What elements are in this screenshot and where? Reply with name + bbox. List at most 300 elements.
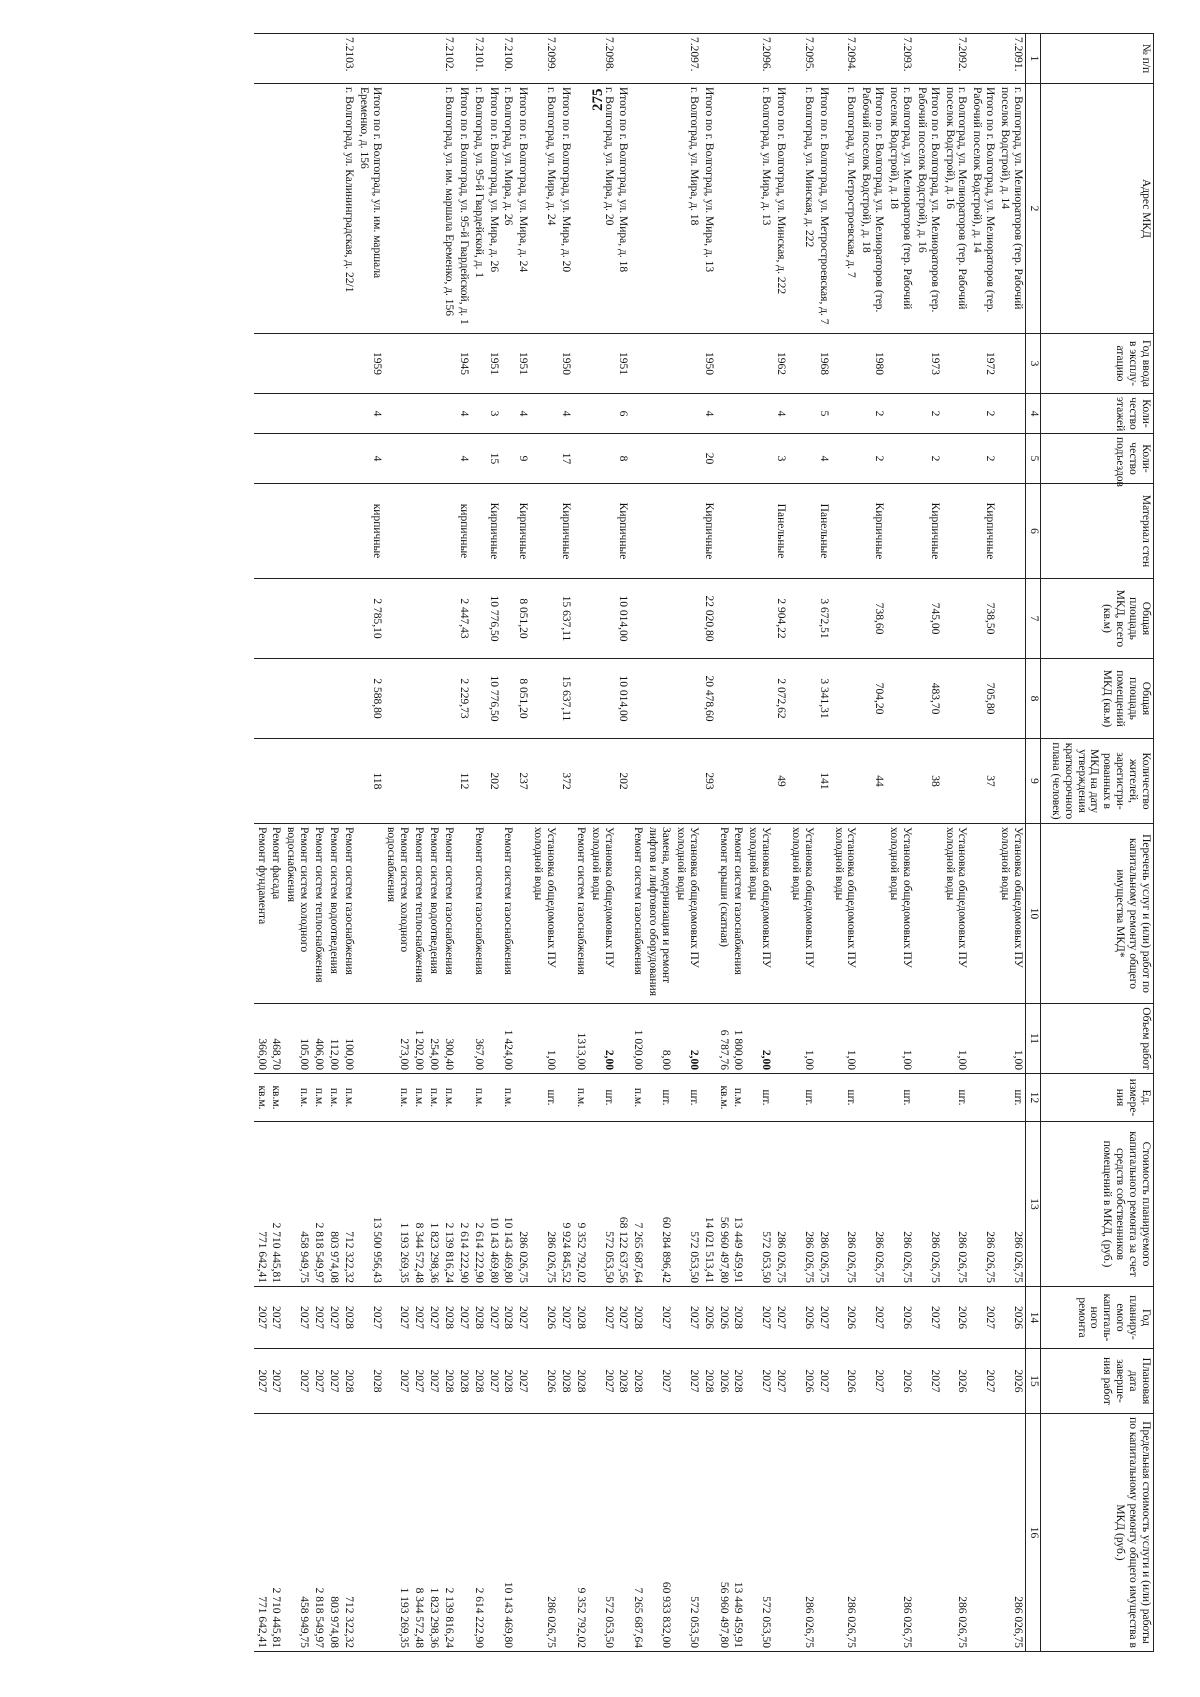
table-cell: 2027 — [411, 1287, 426, 1349]
table-cell: г. Волгоград, ул. Мира, д. 24 — [530, 84, 558, 334]
table-cell: 2028 — [441, 1349, 456, 1414]
table-cell: 1,00 — [942, 1004, 970, 1074]
table-cell: 2 818 549,97 — [311, 1122, 326, 1287]
table-cell: 2028 — [731, 1349, 746, 1414]
column-header: № п/п — [1041, 34, 1154, 84]
table-cell — [673, 434, 701, 484]
column-number: 4 — [1026, 394, 1041, 434]
table-row — [970, 34, 998, 1652]
table-cell: г. Волгоград, ул. Метростроевская, д. 7 — [831, 84, 859, 334]
table-cell: 7.2093. — [886, 34, 914, 84]
table-row — [731, 34, 746, 1652]
table-cell — [269, 484, 284, 579]
table-cell: 2027 — [456, 1287, 471, 1349]
table-cell: 2027 — [326, 1349, 341, 1414]
table-cell — [456, 1074, 471, 1122]
table-cell: 4 — [773, 394, 788, 434]
table-cell: 367,00 — [471, 1004, 486, 1074]
table-cell: 572 053,50 — [673, 1414, 701, 1652]
table-cell: 2027 — [914, 1349, 942, 1414]
table-cell: Итого по г. Волгоград, ул. Мира, д. 20 — [558, 84, 573, 334]
table-cell: 2027 — [914, 1287, 942, 1349]
table-cell: Кирпичные — [859, 484, 887, 579]
table-cell: 2026 — [997, 1287, 1025, 1349]
table-cell — [558, 1414, 573, 1652]
table-cell: 9 924 845,52 — [558, 1122, 573, 1287]
table-cell — [573, 34, 588, 84]
table-cell — [631, 484, 646, 579]
table-cell — [716, 434, 731, 484]
table-cell: 2027 — [411, 1349, 426, 1414]
table-cell: 2026 — [831, 1287, 859, 1349]
table-row — [886, 34, 914, 1652]
table-cell: 2027 — [673, 1287, 701, 1349]
table-cell: 7.2100. — [501, 34, 516, 84]
table-cell: 1973 — [914, 334, 942, 394]
table-cell: 7 265 687,64 — [631, 1122, 646, 1287]
table-cell: 2028 — [501, 1349, 516, 1414]
table-cell: 572 053,50 — [746, 1414, 774, 1652]
table-cell: 4 — [456, 394, 471, 434]
column-number-row — [1026, 34, 1041, 1652]
table-cell: 2 588,80 — [356, 659, 384, 739]
table-cell — [716, 484, 731, 579]
table-cell — [471, 434, 486, 484]
column-header: Коли-чество подъездов — [1041, 434, 1154, 484]
table-cell: 2028 — [573, 1349, 588, 1414]
table-cell: 8 051,20 — [516, 579, 531, 659]
table-cell: 60 933 832,00 — [645, 1414, 673, 1652]
table-cell: 10 776,50 — [486, 579, 501, 659]
table-cell — [269, 579, 284, 659]
table-cell: Установка общедомовых ПУ холодной воды — [942, 824, 970, 1004]
table-cell — [773, 34, 788, 84]
table-cell — [441, 579, 456, 659]
table-cell: 286 026,75 — [516, 1122, 531, 1287]
table-cell: 286 026,75 — [788, 1414, 816, 1652]
table-cell: 2027 — [773, 1287, 788, 1349]
table-cell: г. Волгоград, ул. Мелиораторов (тер. Рабочий поселок Водстрой), д. 14 — [997, 84, 1025, 334]
table-cell: п.м. — [384, 1074, 412, 1122]
table-cell — [356, 1414, 384, 1652]
table-cell — [284, 34, 312, 84]
table-cell: 237 — [516, 739, 531, 824]
table-cell: 3 — [773, 434, 788, 484]
table-cell — [716, 659, 731, 739]
table-cell: 2028 — [501, 1287, 516, 1349]
table-cell — [269, 659, 284, 739]
table-cell: 15 637,11 — [558, 579, 573, 659]
table-cell: 2028 — [731, 1287, 746, 1349]
table-cell: 4 — [356, 394, 384, 434]
table-cell — [788, 394, 816, 434]
table-cell: 1945 — [456, 334, 471, 394]
table-cell — [284, 579, 312, 659]
table-cell — [384, 739, 412, 824]
table-row — [701, 34, 716, 1652]
table-cell: Ремонт крыши (скатная) — [716, 824, 731, 1004]
table-cell: шт. — [588, 1074, 616, 1122]
table-cell: Ремонт систем газоснабжения — [471, 824, 486, 1004]
table-cell — [645, 484, 673, 579]
table-cell — [284, 394, 312, 434]
table-cell: 37 — [970, 739, 998, 824]
table-cell — [471, 334, 486, 394]
table-cell — [914, 824, 942, 1004]
table-cell — [816, 34, 831, 84]
table-cell: Установка общедомовых ПУ холодной воды — [673, 824, 701, 1004]
table-cell: 2027 — [645, 1287, 673, 1349]
table-cell: 7.2097. — [673, 34, 701, 84]
table-cell — [284, 84, 312, 334]
column-number: 11 — [1026, 1004, 1041, 1074]
table-cell — [914, 1074, 942, 1122]
table-cell — [558, 34, 573, 84]
table-cell — [716, 579, 731, 659]
table-cell — [284, 484, 312, 579]
table-cell — [970, 34, 998, 84]
table-cell — [558, 1074, 573, 1122]
column-header: Предельная стоимость услуги и (или) работы по капитальному ремонту общего имущества в МКД (руб.) — [1041, 1414, 1154, 1652]
table-cell — [631, 434, 646, 484]
table-row — [356, 34, 384, 1652]
table-cell: шт. — [886, 1074, 914, 1122]
table-cell: шт. — [831, 1074, 859, 1122]
table-cell — [269, 394, 284, 434]
table-cell — [645, 334, 673, 394]
table-cell — [501, 659, 516, 739]
table-cell — [616, 1004, 631, 1074]
table-cell — [269, 84, 284, 334]
table-cell: 2027 — [645, 1349, 673, 1414]
column-header: Материал стен — [1041, 484, 1154, 579]
table-cell — [673, 394, 701, 434]
table-cell: 2026 — [997, 1349, 1025, 1414]
table-cell — [588, 579, 616, 659]
table-cell: 1 020,00 — [631, 1004, 646, 1074]
table-cell: 15 637,11 — [558, 659, 573, 739]
table-cell: 112,00 — [326, 1004, 341, 1074]
table-cell: 738,60 — [859, 579, 887, 659]
table-cell: 14 021 513,41 — [701, 1122, 716, 1287]
table-cell: 3 672,51 — [816, 579, 831, 659]
table-cell — [486, 824, 501, 1004]
table-cell — [573, 484, 588, 579]
table-cell — [997, 394, 1025, 434]
table-cell: г. Волгоград, ул. Мира, д. 18 — [673, 84, 701, 334]
table-cell — [914, 34, 942, 84]
table-cell — [426, 659, 441, 739]
table-cell — [831, 394, 859, 434]
table-cell — [997, 659, 1025, 739]
column-header: Ед. измере-ния — [1041, 1074, 1154, 1122]
table-cell: 9 352 792,02 — [573, 1414, 588, 1652]
table-cell — [341, 334, 356, 394]
table-cell: п.м. — [573, 1074, 588, 1122]
table-cell: 2027 — [516, 1349, 531, 1414]
table-cell: 572 053,50 — [588, 1122, 616, 1287]
table-cell — [942, 334, 970, 394]
table-cell — [645, 659, 673, 739]
table-cell: Кирпичные — [558, 484, 573, 579]
table-cell — [311, 484, 326, 579]
table-cell — [673, 659, 701, 739]
column-header: Стоимость планируемого капитального ремонта за счет средств собственников помещений в МКД, (руб.) — [1041, 1122, 1154, 1287]
table-row — [616, 34, 631, 1652]
table-row — [254, 34, 269, 1652]
table-cell: 1 823 298,36 — [426, 1414, 441, 1652]
table-row — [859, 34, 887, 1652]
column-number: 13 — [1026, 1122, 1041, 1287]
table-cell — [516, 34, 531, 84]
table-cell — [631, 34, 646, 84]
table-cell: 286 026,75 — [886, 1414, 914, 1652]
table-cell — [588, 484, 616, 579]
table-cell — [997, 484, 1025, 579]
table-cell: кв.м. — [254, 1074, 269, 1122]
table-cell — [616, 34, 631, 84]
table-cell: 2026 — [716, 1287, 731, 1349]
table-cell — [573, 659, 588, 739]
table-cell — [997, 334, 1025, 394]
table-cell — [716, 84, 731, 334]
table-cell: Ремонт систем холодного водоснабжения — [384, 824, 412, 1004]
table-cell: 4 — [816, 434, 831, 484]
table-cell — [426, 34, 441, 84]
table-cell — [886, 334, 914, 394]
table-row — [311, 34, 326, 1652]
table-cell — [356, 824, 384, 1004]
table-cell: 2028 — [441, 1287, 456, 1349]
table-cell: 202 — [616, 739, 631, 824]
table-cell — [254, 84, 269, 334]
table-cell: 6 — [616, 394, 631, 434]
column-header: Плановая дата заверше-ния работ — [1041, 1349, 1154, 1414]
table-cell — [311, 394, 326, 434]
table-cell — [716, 739, 731, 824]
table-cell: 286 026,75 — [816, 1122, 831, 1287]
table-cell: 8 051,20 — [516, 659, 531, 739]
table-cell — [441, 334, 456, 394]
table-cell — [530, 434, 558, 484]
table-cell — [516, 1004, 531, 1074]
table-cell: Ремонт систем газоснабжения — [631, 824, 646, 1004]
column-header: Общая площадь помещений МКД (кв.м) — [1041, 659, 1154, 739]
table-cell: 6 787,76 — [716, 1004, 731, 1074]
table-cell: Панельные — [773, 484, 788, 579]
table-cell — [997, 434, 1025, 484]
table-cell: г. Волгоград, ул. Минская, д. 222 — [788, 84, 816, 334]
table-cell: кирпичные — [456, 484, 471, 579]
table-cell — [411, 659, 426, 739]
table-cell — [788, 484, 816, 579]
table-cell: 44 — [859, 739, 887, 824]
table-cell — [997, 579, 1025, 659]
column-header: Количество жителей, зарегистри-рованных в МКД на дату утверждения краткосрочного плана (человек) — [1041, 739, 1154, 824]
table-cell: 1 424,00 — [501, 1004, 516, 1074]
table-cell: 7.2099. — [530, 34, 558, 84]
table-cell — [645, 434, 673, 484]
table-cell: 10 776,50 — [486, 659, 501, 739]
table-cell — [441, 434, 456, 484]
table-cell — [269, 434, 284, 484]
table-cell — [284, 434, 312, 484]
table-cell — [731, 394, 746, 434]
table-cell — [859, 824, 887, 1004]
table-cell: 2027 — [588, 1349, 616, 1414]
table-cell: Ремонт систем газоснабжения — [441, 824, 456, 1004]
table-cell — [501, 334, 516, 394]
table-cell — [411, 579, 426, 659]
table-cell — [616, 824, 631, 1004]
table-cell: 286 026,75 — [530, 1122, 558, 1287]
table-cell: п.м. — [284, 1074, 312, 1122]
table-cell — [645, 739, 673, 824]
table-row — [501, 34, 516, 1652]
table-cell: 2027 — [254, 1287, 269, 1349]
table-cell: 2028 — [356, 1349, 384, 1414]
table-cell — [645, 34, 673, 84]
table-cell — [886, 659, 914, 739]
table-cell — [645, 394, 673, 434]
table-cell — [746, 659, 774, 739]
table-cell: шт. — [673, 1074, 701, 1122]
table-row — [645, 34, 673, 1652]
table-cell: 60 284 896,42 — [645, 1122, 673, 1287]
table-cell: 705,80 — [970, 659, 998, 739]
table-cell — [886, 434, 914, 484]
table-cell: 10 143 469,80 — [501, 1414, 516, 1652]
table-cell — [471, 739, 486, 824]
table-cell: Итого по г. Волгоград, ул. Минская, д. 222 — [773, 84, 788, 334]
table-cell: Кирпичные — [914, 484, 942, 579]
table-cell — [831, 579, 859, 659]
table-cell: 49 — [773, 739, 788, 824]
table-cell — [942, 579, 970, 659]
table-cell: 286 026,75 — [997, 1414, 1025, 1652]
table-cell: г. Волгоград, ул. Мира, д. 26 — [501, 84, 516, 334]
table-cell: 483,70 — [914, 659, 942, 739]
table-cell: Установка общедомовых ПУ холодной воды — [530, 824, 558, 1004]
table-cell — [831, 739, 859, 824]
table-cell: 286 026,75 — [859, 1122, 887, 1287]
table-cell — [284, 334, 312, 394]
table-cell: 13 449 459,91 — [731, 1414, 746, 1652]
table-cell: 2 614 222,90 — [456, 1122, 471, 1287]
table-cell — [558, 1004, 573, 1074]
table-cell: шт. — [645, 1074, 673, 1122]
table-cell: шт. — [788, 1074, 816, 1122]
table-cell: 2028 — [558, 1349, 573, 1414]
table-body — [254, 34, 1026, 1652]
table-cell: 286 026,75 — [942, 1414, 970, 1652]
table-cell — [411, 84, 426, 334]
table-cell: 9 — [516, 434, 531, 484]
table-cell — [384, 394, 412, 434]
table-cell — [254, 739, 269, 824]
table-cell: г. Волгоград, ул. Мелиораторов (тер. Рабочий поселок Водстрой), д. 18 — [886, 84, 914, 334]
table-cell — [530, 334, 558, 394]
table-cell: 105,00 — [284, 1004, 312, 1074]
table-cell: Установка общедомовых ПУ холодной воды — [831, 824, 859, 1004]
table-cell: 68 122 637,56 — [616, 1122, 631, 1287]
table-cell: 286 026,75 — [831, 1414, 859, 1652]
table-cell — [701, 34, 716, 84]
table-cell — [673, 484, 701, 579]
table-cell — [731, 34, 746, 84]
column-header: Год ввода в эксплу-атацию — [1041, 334, 1154, 394]
table-cell — [284, 739, 312, 824]
table-cell: п.м. — [311, 1074, 326, 1122]
table-cell: п.м. — [326, 1074, 341, 1122]
table-cell: 1980 — [859, 334, 887, 394]
table-cell: 2028 — [341, 1287, 356, 1349]
table-cell — [501, 394, 516, 434]
table-cell — [426, 434, 441, 484]
table-cell: 372 — [558, 739, 573, 824]
table-cell: п.м. — [731, 1074, 746, 1122]
table-cell — [731, 334, 746, 394]
table-cell: 2026 — [886, 1349, 914, 1414]
table-cell — [731, 659, 746, 739]
table-cell: 10 143 469,80 — [486, 1122, 501, 1287]
table-cell — [501, 579, 516, 659]
table-cell — [426, 394, 441, 434]
table-cell: 286 026,75 — [886, 1122, 914, 1287]
table-cell: Кирпичные — [486, 484, 501, 579]
table-cell: 1 823 298,36 — [426, 1122, 441, 1287]
table-cell: Ремонт фундамента — [254, 824, 269, 1004]
table-cell — [788, 434, 816, 484]
table-cell — [411, 484, 426, 579]
table-cell: г. Волгоград, ул. им. маршала Еременко, д. 156 — [441, 84, 456, 334]
table-cell — [441, 484, 456, 579]
table-cell: шт. — [942, 1074, 970, 1122]
table-cell: 2 — [859, 394, 887, 434]
table-cell — [970, 1074, 998, 1122]
table-cell: 2026 — [530, 1287, 558, 1349]
repair-plan-table — [254, 33, 1154, 1652]
table-row — [914, 34, 942, 1652]
table-cell: 20 — [701, 434, 716, 484]
table-cell: 286 026,75 — [773, 1122, 788, 1287]
table-cell: Установка общедомовых ПУ холодной воды — [886, 824, 914, 1004]
table-cell: 9 352 792,02 — [573, 1122, 588, 1287]
table-cell — [673, 579, 701, 659]
table-cell: 3 341,31 — [816, 659, 831, 739]
table-cell: Замена, модернизация и ремонт лифтов и лифтового оборудования — [645, 824, 673, 1004]
table-cell: 7.2102. — [441, 34, 456, 84]
column-number: 5 — [1026, 434, 1041, 484]
table-cell: 366,00 — [254, 1004, 269, 1074]
table-cell: Итого по г. Волгоград, ул. Мелиораторов (тер. Рабочий поселок Водстрой), д. 18 — [859, 84, 887, 334]
table-cell: г. Волгоград, ул. Калининградская, д. 22/1 — [341, 84, 356, 334]
table-cell: 458 949,75 — [284, 1414, 312, 1652]
table-cell: 2 — [859, 434, 887, 484]
table-row — [441, 34, 456, 1652]
table-cell — [341, 579, 356, 659]
table-cell: п.м. — [501, 1074, 516, 1122]
column-header: Адрес МКД — [1041, 84, 1154, 334]
table-cell — [573, 579, 588, 659]
table-cell: 2027 — [311, 1287, 326, 1349]
table-cell: 2,00 — [673, 1004, 701, 1074]
table-cell: 2027 — [254, 1349, 269, 1414]
table-cell — [716, 394, 731, 434]
table-cell — [486, 34, 501, 84]
table-cell — [254, 334, 269, 394]
table-cell: кирпичные — [356, 484, 384, 579]
